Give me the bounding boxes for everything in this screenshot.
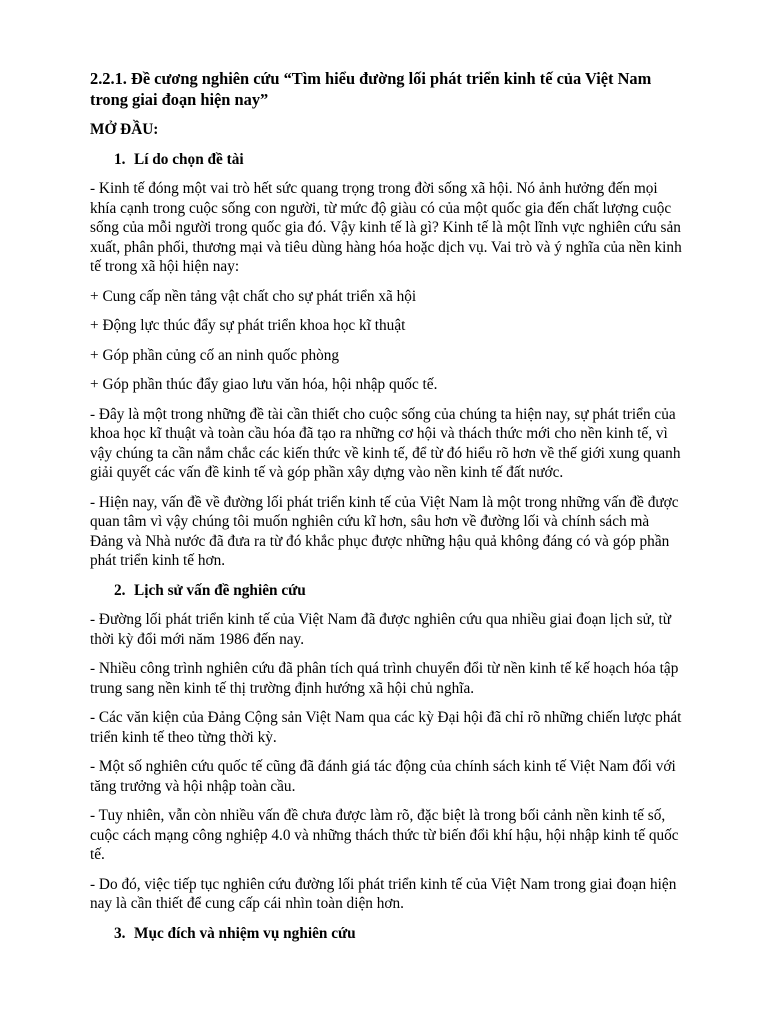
list-item: + Động lực thúc đẩy sự phát triển khoa học kĩ thuật (90, 317, 406, 334)
section-heading-reason (90, 150, 686, 170)
paragraph: - Đường lối phát triển kinh tế của Việt Nam đã được nghiên cứu qua nhiều giai đoạn lịch sử, từ thời kỳ đổi mới năm 1986 đến nay. (90, 611, 672, 648)
section-heading-history (90, 581, 686, 601)
section-title: Mục đích và nhiệm vụ nghiên cứu (134, 924, 356, 942)
paragraph: - Kinh tế đóng một vai trò hết sức quang trọng trong đời sống xã hội. Nó ảnh hưởng đến mọi khía cạnh trong cuộc sống con người, từ mức độ giàu có của một quốc gia đến chất lượng cuộc sống của mỗi người trong quốc gia đó. Vậy kinh tế là gì? Kinh tế là một lĩnh vực nghiên cứu sản xuất, phân phối, thương mại và tiêu dùng hàng hóa hoặc dịch vụ. Vai trò và ý nghĩa của nền kinh tế trong xã hội hiện nay: (90, 180, 682, 275)
document-page (90, 68, 686, 953)
list-item: + Góp phần thúc đẩy giao lưu văn hóa, hội nhập quốc tế. (90, 376, 438, 393)
intro-heading: MỞ ĐẦU: (90, 121, 159, 138)
paragraph: - Do đó, việc tiếp tục nghiên cứu đường lối phát triển kinh tế của Việt Nam trong giai đoạn hiện nay là cần thiết để cung cấp cái nhìn toàn diện hơn. (90, 875, 677, 912)
paragraph: - Hiện nay, vấn đề về đường lối phát triển kinh tế của Việt Nam là một trong những vấn đề được quan tâm vì vậy chúng tôi muốn nghiên cứu kĩ hơn, sâu hơn về đường lối và chính sách mà Đảng và Nhà nước đã đưa ra từ đó khắc phục được những hậu quả không đáng có và góp phần phát triển kinh tế hơn. (90, 493, 679, 569)
paragraph: - Nhiều công trình nghiên cứu đã phân tích quá trình chuyển đổi từ nền kinh tế kế hoạch hóa tập trung sang nền kinh tế thị trường định hướng xã hội chủ nghĩa. (90, 660, 679, 697)
paragraph: - Một số nghiên cứu quốc tế cũng đã đánh giá tác động của chính sách kinh tế Việt Nam đối với tăng trưởng và hội nhập toàn cầu. (90, 758, 676, 795)
paragraph: - Tuy nhiên, vẫn còn nhiều vấn đề chưa được làm rõ, đặc biệt là trong bối cảnh nền kinh tế số, cuộc cách mạng công nghiệp 4.0 và những thách thức từ biến đổi khí hậu, hội nhập kinh tế quốc tế. (90, 807, 679, 863)
section-title: Lịch sử vấn đề nghiên cứu (134, 581, 306, 599)
section-heading-purpose (90, 924, 686, 944)
list-item: + Cung cấp nền tảng vật chất cho sự phát triển xã hội (90, 287, 417, 305)
paragraph: - Đây là một trong những đề tài cần thiết cho cuộc sống của chúng ta hiện nay, sự phát triển của khoa học kĩ thuật và toàn cầu hóa đã tạo ra những cơ hội và thách thức mới cho nền kinh tế, vì vậy chúng ta cần nắm chắc các kiến thức về kinh tế, để từ đó hiểu rõ hơn về thế giới xung quanh giải quyết các vấn đề kinh tế và góp phần xây dựng vào nền kinh tế đất nước. (90, 405, 681, 481)
section-number: 1. (114, 150, 126, 168)
paragraph: - Các văn kiện của Đảng Cộng sản Việt Nam qua các kỳ Đại hội đã chỉ rõ những chiến lược phát triển kinh tế theo từng thời kỳ. (90, 709, 682, 746)
section-number: 3. (114, 924, 126, 942)
section-title: Lí do chọn đề tài (134, 150, 244, 168)
section-number: 2. (114, 581, 126, 599)
list-item: + Góp phần củng cố an ninh quốc phòng (90, 346, 340, 364)
document-title: 2.2.1. Đề cương nghiên cứu “Tìm hiểu đường lối phát triển kinh tế của Việt Nam trong giai đoạn hiện nay” (90, 69, 652, 109)
